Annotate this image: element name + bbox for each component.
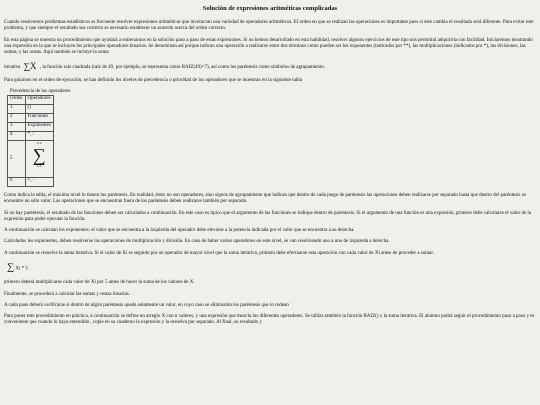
summation-icon: ∑X: [23, 61, 37, 72]
summation-icon: ∑: [7, 261, 15, 273]
cell-order: 3: [8, 123, 26, 132]
formula-text: Xi * 5: [15, 266, 28, 272]
practice-paragraph: Para poner este procedimiento en práctica, a continuación se define un arreglo X con n valores, y una expresión que mezcla los diferentes operadores. Se utiliza también la función RAIZ() y la suma iterativa. El alumno podrá seguir el procedimiento paso a paso y es conveniente que cuando lo haya entendido , copie en su cuaderno la expresión y la resuelva por separado. Al final, su resultado y: [4, 314, 535, 326]
table-row: [8, 132, 54, 141]
page-title: Solución de expresiones aritméticas complicadas: [202, 5, 338, 12]
table-row: [8, 105, 54, 114]
cell-order: 2: [8, 114, 26, 123]
cell-operator: *, /: [25, 132, 53, 141]
iterative-order-paragraph: A continuación se resuelve la suma iterativa. Si el valor de Xi es seguido por un operador de mayor nivel que la suma iterativa, primero debe efectuarse esta operación con cada valor de Xi antes de proceder a sumar.: [4, 250, 434, 256]
precedence-intro: Para guiarnos en el orden de ejecución, se han definido los niveles de precedencia o prioridad de los operadores que se muestran en la siguiente tabla: [4, 77, 302, 83]
cell-order: 5: [8, 141, 26, 178]
cell-operator: Funciones: [25, 114, 53, 123]
multiplication-paragraph: Calculados los exponentes, deben resolverse las operaciones de multiplicación y división. En caso de haber varios operadores en este nivel, se van resolviendo uno a uno de izquierda a derecha.: [4, 239, 390, 245]
iterative-text: , la función raíz cuadrada (raíz de 49, por ejemplo, se representa como RAIZ(49)=7), así como los paréntesis como símbolos de agrupamiento.: [39, 65, 326, 71]
table-caption: Precedencia de los operadores: [10, 88, 71, 94]
cell-operator: (): [25, 105, 53, 114]
table-row: [8, 178, 54, 187]
summation-icon: ∑: [32, 144, 46, 165]
table-row: [8, 114, 54, 123]
procedure-paragraph: En esta página se muestra un procedimiento que ayudará a entrenarnos en la solución paso a paso de estas expresiones. Si no hemos desarrollado en esta habilidad, resolver algunos ejercicios de este tipo nos permitirá adquirirla con facilidad. Iniciaremos mostrando una expresión en la que se incluyen los principales operadores binarios. Se denominan así porque indican una operación a realizarse entre dos términos como pueden ser los exponentes (indicados por **), las multiplicaciones (indicados por *), las divisiones, las sumas, y las restas. Aquí también se incluye la suma: [4, 37, 533, 56]
exponents-paragraph: A continuación se calculan los exponentes: el valor que se encuentra a la izquierda del operador debe elevarse a la potencia indicada por el valor que se encuentra a su derecha.: [4, 228, 355, 234]
example-formula: [7, 262, 536, 275]
cell-operator: Exponentes: [25, 123, 53, 132]
table-header-row: [8, 96, 54, 105]
header-order: Orden: [8, 96, 26, 105]
cell-order: 4: [8, 132, 26, 141]
parentheses-paragraph: Como indica la tabla, el máximo nivel lo tienen los paréntesis. En realidad, éstos no son operadores, sino signos de agrupamiento que indican que dentro de cada juego de paréntesis las operaciones deben realizarse por separado hasta que dentro del paréntesis se encuentre un sólo valor. Las operaciones que se encuentran fuera de los paréntesis deben realizarse también por separado.: [4, 193, 526, 205]
sum-lower-limit: i=1: [36, 163, 42, 168]
precedence-table: [7, 95, 54, 187]
functions-paragraph: Si no hay paréntesis, el resultado de las funciones deben ser calculados a continuación. En este caso es típico que el argumento de las funciones se indique dentro de paréntesis. Si el argumento de una función es una expresión, primero debe calcularse el valor de la expresión para poder ejecutar la función.: [4, 210, 532, 222]
cell-summation: [25, 141, 53, 178]
header-operators: Operadores: [25, 96, 53, 105]
verify-paragraph: A cada paso deberá verificarse si dentro de algún paréntesis queda solamente un valor, en cuyo caso se eliminarán los paréntesis que lo rodean: [4, 302, 289, 308]
cell-order: 1: [8, 105, 26, 114]
cell-order: 6: [8, 178, 26, 187]
table-row: [8, 123, 54, 132]
cell-operator: +, -: [25, 178, 53, 187]
iterative-sum-paragraph: [4, 61, 536, 72]
iterative-label: iterativa: [4, 65, 21, 71]
sum-upper-limit: i=n: [36, 141, 42, 146]
binary-ops-paragraph: Finalmente, se procederá a calcular las sumas y restas binarias.: [4, 291, 130, 297]
table-row: [8, 141, 54, 178]
multiply-first-paragraph: primero deberá multiplicarse cada valor de Xi por 5 antes de hacer la suma de los valores de X.: [4, 280, 195, 286]
intro-paragraph: Cuando resolvemos problemas estadísticos es frecuente resolver expresiones aritméticas que involucran una variedad de operadores aritméticos. El orden en que se realizan las operaciones es importante pues si éste cambia el resultado será diferente. Para evitar este problema, y que siempre el resultado sea correcto es necesario establecer un acuerdo acerca del orden correcto.: [4, 20, 534, 32]
